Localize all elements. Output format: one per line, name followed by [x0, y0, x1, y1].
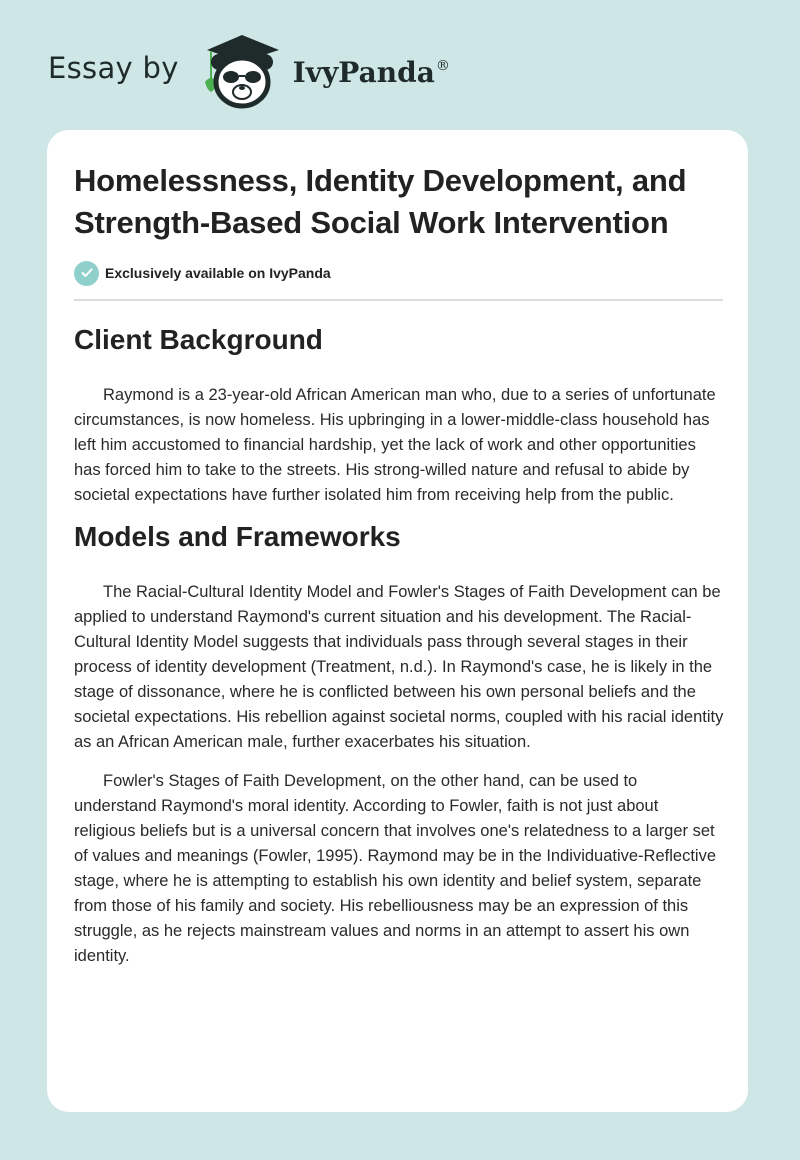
essay-card: [47, 130, 748, 1112]
paragraph: Fowler's Stages of Faith Development, on the other hand, can be used to understand Raymond's moral identity. According to Fowler, faith is not just about religious beliefs but is a universal concern that involves one's relatedness to a larger set of values and meanings (Fowler, 1995). Raymond may be in the Individuative-Reflective stage, where he is attempting to establish his own identity and belief system, separate from those of his family and society. His rebelliousness may be an expression of this struggle, as he rejects mainstream values and norms in an attempt to assert his own identity.: [74, 772, 717, 965]
exclusive-label: Exclusively available on IvyPanda: [105, 265, 331, 281]
check-circle-icon: [74, 261, 99, 286]
ivypanda-logo-icon[interactable]: [197, 30, 287, 110]
registered-mark: ®: [435, 57, 450, 74]
section-heading-models-frameworks: Models and Frameworks: [74, 521, 401, 552]
paragraph: Raymond is a 23-year-old African American man who, due to a series of unfortunate circumstances, is now homeless. His upbringing in a lower-middle-class household has left him accustomed to financial hardship, yet the lack of work and other opportunities has forced him to take to the streets. His strong-willed nature and refusal to abide by societal expectations have further isolated him from receiving help from the public.: [74, 386, 716, 504]
essay-title: Homelessness, Identity Development, and Strength-Based Social Work Intervention: [74, 163, 687, 240]
site-header: [48, 30, 450, 110]
title-divider: [74, 299, 723, 301]
section-heading-client-background: Client Background: [74, 324, 323, 355]
brand-name[interactable]: IvyPanda®: [292, 55, 450, 89]
exclusive-badge: [74, 260, 722, 286]
paragraph: The Racial-Cultural Identity Model and Fowler's Stages of Faith Development can be applied to understand Raymond's current situation and his development. The Racial-Cultural Identity Model suggests that individuals pass through several stages in their process of identity development (Treatment, n.d.). In Raymond's case, he is likely in the stage of dissonance, where he is conflicted between his own personal beliefs and the societal expectations. His rebellion against societal norms, coupled with his racial identity as an African American male, further exacerbates his situation.: [74, 583, 724, 751]
essay-by-label: Essay by: [48, 51, 179, 85]
